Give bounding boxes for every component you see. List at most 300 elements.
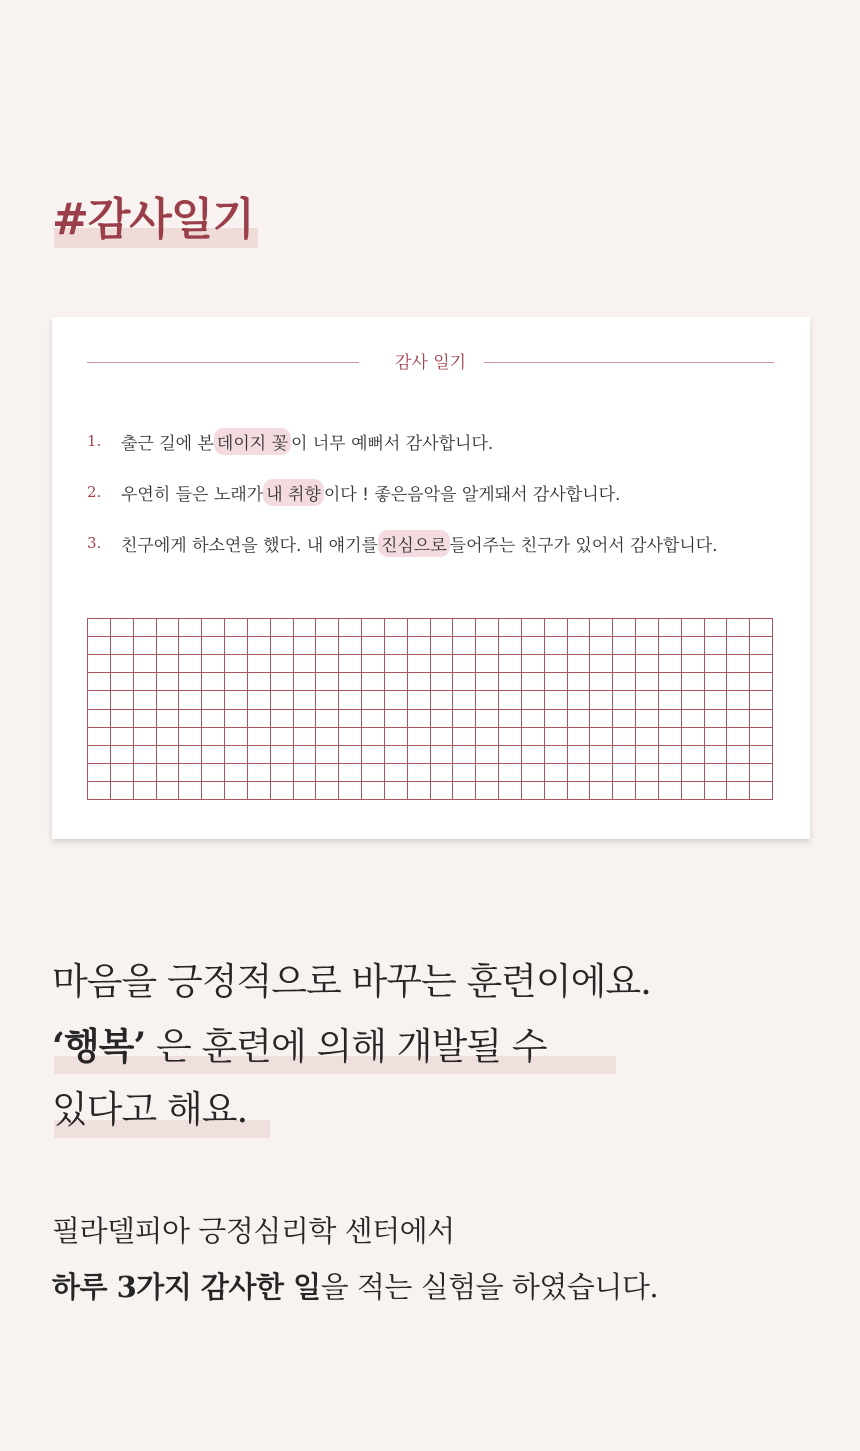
- grid-cell: [636, 655, 659, 673]
- grid-cell: [613, 637, 636, 655]
- grid-cell: [362, 655, 385, 673]
- grid-cell: [339, 710, 362, 728]
- grid-cell: [453, 619, 476, 637]
- grid-cell: [111, 710, 134, 728]
- grid-cell: [157, 728, 180, 746]
- grid-cell: [613, 691, 636, 709]
- grid-cell: [636, 673, 659, 691]
- grid-cell: [727, 655, 750, 673]
- grid-cell: [408, 637, 431, 655]
- grid-cell: [362, 673, 385, 691]
- grid-cell: [316, 782, 339, 800]
- grid-cell: [431, 782, 454, 800]
- main-copy-line-3: 있다고 해요.: [52, 1078, 651, 1142]
- grid-cell: [545, 691, 568, 709]
- grid-cell: [271, 764, 294, 782]
- grid-cell: [431, 746, 454, 764]
- grid-cell: [705, 691, 728, 709]
- writing-grid: [87, 618, 773, 800]
- grid-cell: [431, 728, 454, 746]
- grid-cell: [659, 673, 682, 691]
- grid-cell: [659, 746, 682, 764]
- grid-cell: [522, 764, 545, 782]
- grid-cell: [682, 691, 705, 709]
- grid-cell: [202, 655, 225, 673]
- grid-cell: [362, 637, 385, 655]
- grid-cell: [613, 746, 636, 764]
- hashtag-title: #감사일기: [52, 190, 254, 250]
- grid-cell: [522, 673, 545, 691]
- entry-text-pre: 우연히 들은 노래가: [121, 484, 264, 505]
- grid-cell: [88, 619, 111, 637]
- grid-cell: [750, 728, 773, 746]
- grid-cell: [750, 673, 773, 691]
- grid-cell: [682, 637, 705, 655]
- grid-cell: [271, 710, 294, 728]
- grid-cell: [385, 619, 408, 637]
- grid-cell: [248, 673, 271, 691]
- grid-cell: [545, 746, 568, 764]
- grid-cell: [339, 728, 362, 746]
- grid-cell: [88, 655, 111, 673]
- grid-cell: [499, 710, 522, 728]
- grid-cell: [111, 673, 134, 691]
- grid-cell: [590, 710, 613, 728]
- grid-cell: [294, 673, 317, 691]
- grid-cell: [385, 728, 408, 746]
- grid-cell: [682, 673, 705, 691]
- grid-cell: [750, 655, 773, 673]
- grid-cell: [545, 637, 568, 655]
- grid-cell: [179, 691, 202, 709]
- grid-cell: [750, 746, 773, 764]
- grid-cell: [590, 655, 613, 673]
- grid-cell: [727, 728, 750, 746]
- grid-cell: [727, 764, 750, 782]
- grid-cell: [545, 728, 568, 746]
- grid-cell: [727, 746, 750, 764]
- grid-cell: [179, 710, 202, 728]
- grid-cell: [590, 691, 613, 709]
- grid-cell: [682, 619, 705, 637]
- grid-cell: [499, 728, 522, 746]
- grid-cell: [225, 673, 248, 691]
- grid-cell: [339, 746, 362, 764]
- grid-cell: [522, 728, 545, 746]
- grid-cell: [476, 728, 499, 746]
- title-divider-right: [484, 362, 774, 363]
- grid-cell: [202, 710, 225, 728]
- grid-cell: [134, 728, 157, 746]
- grid-cell: [682, 764, 705, 782]
- grid-cell: [294, 746, 317, 764]
- grid-cell: [248, 782, 271, 800]
- grid-cell: [590, 764, 613, 782]
- grid-cell: [271, 637, 294, 655]
- grid-cell: [248, 655, 271, 673]
- grid-cell: [111, 619, 134, 637]
- grid-cell: [705, 728, 728, 746]
- grid-cell: [727, 619, 750, 637]
- grid-cell: [294, 764, 317, 782]
- grid-cell: [271, 619, 294, 637]
- grid-cell: [316, 619, 339, 637]
- grid-cell: [202, 746, 225, 764]
- grid-cell: [727, 782, 750, 800]
- grid-cell: [408, 673, 431, 691]
- grid-cell: [202, 637, 225, 655]
- grid-cell: [750, 764, 773, 782]
- grid-cell: [408, 710, 431, 728]
- grid-cell: [294, 710, 317, 728]
- grid-cell: [316, 655, 339, 673]
- grid-cell: [705, 655, 728, 673]
- grid-cell: [157, 673, 180, 691]
- grid-cell: [431, 710, 454, 728]
- grid-cell: [568, 764, 591, 782]
- grid-cell: [202, 691, 225, 709]
- grid-cell: [157, 764, 180, 782]
- entry-number: 3.: [87, 534, 102, 552]
- grid-cell: [225, 764, 248, 782]
- entry-text-pre: 친구에게 하소연을 했다. 내 얘기를: [121, 535, 378, 556]
- grid-cell: [157, 746, 180, 764]
- grid-cell: [590, 746, 613, 764]
- grid-cell: [476, 782, 499, 800]
- grid-cell: [682, 782, 705, 800]
- grid-cell: [202, 728, 225, 746]
- grid-cell: [157, 619, 180, 637]
- grid-cell: [271, 782, 294, 800]
- grid-cell: [522, 655, 545, 673]
- grid-cell: [568, 746, 591, 764]
- grid-cell: [659, 691, 682, 709]
- grid-cell: [636, 728, 659, 746]
- grid-cell: [659, 728, 682, 746]
- grid-cell: [499, 619, 522, 637]
- grid-cell: [476, 710, 499, 728]
- grid-cell: [362, 710, 385, 728]
- grid-cell: [453, 691, 476, 709]
- grid-cell: [727, 637, 750, 655]
- grid-cell: [179, 746, 202, 764]
- grid-cell: [522, 710, 545, 728]
- grid-cell: [659, 710, 682, 728]
- entry-text-post: 들어주는 친구가 있어서 감사합니다.: [449, 535, 718, 556]
- grid-cell: [453, 637, 476, 655]
- grid-cell: [705, 619, 728, 637]
- grid-cell: [385, 637, 408, 655]
- grid-cell: [225, 782, 248, 800]
- grid-cell: [499, 655, 522, 673]
- grid-cell: [568, 619, 591, 637]
- grid-cell: [362, 746, 385, 764]
- grid-cell: [682, 728, 705, 746]
- grid-cell: [499, 782, 522, 800]
- grid-cell: [179, 782, 202, 800]
- grid-cell: [727, 673, 750, 691]
- grid-cell: [316, 691, 339, 709]
- grid-cell: [636, 691, 659, 709]
- sub-copy-line-1: 필라델피아 긍정심리학 센터에서: [52, 1214, 455, 1248]
- grid-cell: [613, 673, 636, 691]
- grid-cell: [339, 619, 362, 637]
- entry-highlight: 진심으로: [378, 530, 450, 557]
- grid-cell: [499, 746, 522, 764]
- grid-cell: [362, 691, 385, 709]
- grid-cell: [157, 655, 180, 673]
- grid-cell: [659, 782, 682, 800]
- grid-cell: [568, 782, 591, 800]
- grid-cell: [636, 782, 659, 800]
- grid-cell: [590, 619, 613, 637]
- grid-cell: [339, 655, 362, 673]
- grid-cell: [568, 655, 591, 673]
- grid-cell: [316, 728, 339, 746]
- entry-number: 2.: [87, 483, 102, 501]
- grid-cell: [659, 764, 682, 782]
- entry-text-pre: 출근 길에 본: [121, 433, 214, 454]
- grid-cell: [613, 764, 636, 782]
- grid-cell: [408, 782, 431, 800]
- grid-cell: [294, 619, 317, 637]
- grid-cell: [408, 619, 431, 637]
- grid-cell: [590, 782, 613, 800]
- grid-cell: [157, 637, 180, 655]
- grid-cell: [385, 710, 408, 728]
- grid-cell: [476, 637, 499, 655]
- grid-cell: [294, 782, 317, 800]
- grid-cell: [134, 619, 157, 637]
- grid-cell: [750, 637, 773, 655]
- grid-cell: [522, 637, 545, 655]
- grid-cell: [111, 782, 134, 800]
- grid-cell: [111, 655, 134, 673]
- grid-cell: [385, 764, 408, 782]
- grid-cell: [522, 619, 545, 637]
- grid-cell: [225, 728, 248, 746]
- experiment-keyword: 하루 3가지 감사한 일: [52, 1270, 321, 1304]
- main-copy-line-1: 마음을 긍정적으로 바꾸는 훈련이에요.: [52, 960, 651, 1003]
- grid-cell: [545, 710, 568, 728]
- grid-cell: [179, 673, 202, 691]
- grid-cell: [362, 782, 385, 800]
- grid-cell: [134, 782, 157, 800]
- grid-cell: [248, 691, 271, 709]
- grid-cell: [339, 637, 362, 655]
- grid-cell: [590, 637, 613, 655]
- grid-cell: [88, 782, 111, 800]
- card-title-row: [87, 350, 774, 376]
- grid-cell: [339, 673, 362, 691]
- grid-cell: [522, 746, 545, 764]
- grid-cell: [568, 710, 591, 728]
- grid-cell: [750, 782, 773, 800]
- grid-cell: [636, 710, 659, 728]
- grid-cell: [476, 673, 499, 691]
- grid-cell: [316, 637, 339, 655]
- grid-cell: [568, 673, 591, 691]
- grid-cell: [750, 619, 773, 637]
- grid-cell: [339, 691, 362, 709]
- grid-cell: [568, 637, 591, 655]
- entry-text-post: 이 너무 예뻐서 감사합니다.: [291, 433, 494, 454]
- grid-cell: [157, 782, 180, 800]
- gratitude-journal-card: [52, 317, 810, 839]
- grid-cell: [408, 746, 431, 764]
- grid-cell: [705, 746, 728, 764]
- grid-cell: [225, 637, 248, 655]
- grid-cell: [476, 619, 499, 637]
- grid-cell: [248, 710, 271, 728]
- grid-cell: [248, 637, 271, 655]
- grid-cell: [179, 637, 202, 655]
- grid-cell: [111, 746, 134, 764]
- grid-cell: [705, 764, 728, 782]
- grid-cell: [202, 673, 225, 691]
- grid-cell: [453, 673, 476, 691]
- grid-cell: [545, 782, 568, 800]
- grid-cell: [179, 764, 202, 782]
- grid-cell: [134, 673, 157, 691]
- grid-cell: [682, 746, 705, 764]
- grid-cell: [385, 691, 408, 709]
- grid-cell: [453, 764, 476, 782]
- grid-cell: [727, 710, 750, 728]
- grid-cell: [111, 691, 134, 709]
- grid-cell: [385, 746, 408, 764]
- grid-cell: [453, 710, 476, 728]
- grid-cell: [385, 673, 408, 691]
- grid-cell: [248, 746, 271, 764]
- grid-cell: [88, 728, 111, 746]
- grid-cell: [88, 746, 111, 764]
- grid-cell: [453, 782, 476, 800]
- grid-cell: [88, 764, 111, 782]
- grid-cell: [248, 619, 271, 637]
- grid-cell: [431, 691, 454, 709]
- grid-cell: [271, 691, 294, 709]
- grid-cell: [613, 710, 636, 728]
- grid-cell: [613, 619, 636, 637]
- grid-cell: [157, 710, 180, 728]
- grid-cell: [316, 746, 339, 764]
- grid-cell: [294, 691, 317, 709]
- sub-copy: [52, 1203, 658, 1315]
- grid-cell: [545, 655, 568, 673]
- grid-cell: [294, 637, 317, 655]
- grid-cell: [88, 691, 111, 709]
- grid-cell: [202, 764, 225, 782]
- grid-cell: [659, 655, 682, 673]
- grid-cell: [111, 764, 134, 782]
- grid-cell: [636, 619, 659, 637]
- grid-cell: [134, 710, 157, 728]
- grid-cell: [225, 746, 248, 764]
- grid-cell: [522, 691, 545, 709]
- card-title: 감사 일기: [394, 353, 467, 373]
- grid-cell: [453, 655, 476, 673]
- grid-cell: [613, 782, 636, 800]
- grid-cell: [134, 691, 157, 709]
- grid-cell: [339, 782, 362, 800]
- grid-cell: [590, 728, 613, 746]
- grid-cell: [636, 764, 659, 782]
- grid-cell: [179, 728, 202, 746]
- grid-cell: [453, 728, 476, 746]
- grid-cell: [431, 655, 454, 673]
- grid-cell: [499, 691, 522, 709]
- entry-highlight: 데이지 꽃: [214, 428, 291, 455]
- grid-cell: [88, 673, 111, 691]
- grid-cell: [362, 764, 385, 782]
- grid-cell: [134, 637, 157, 655]
- grid-cell: [202, 782, 225, 800]
- grid-cell: [294, 655, 317, 673]
- happiness-keyword: ‘행복’: [52, 1024, 146, 1068]
- grid-cell: [499, 637, 522, 655]
- grid-cell: [499, 673, 522, 691]
- entry-text-post: 이다 ! 좋은음악을 알게돼서 감사합니다.: [323, 484, 621, 505]
- journal-entry-2: [87, 476, 790, 508]
- grid-cell: [545, 764, 568, 782]
- grid-cell: [408, 691, 431, 709]
- grid-cell: [476, 764, 499, 782]
- grid-cell: [545, 673, 568, 691]
- grid-cell: [613, 655, 636, 673]
- grid-cell: [134, 764, 157, 782]
- grid-cell: [659, 619, 682, 637]
- grid-cell: [88, 637, 111, 655]
- grid-cell: [750, 691, 773, 709]
- grid-cell: [568, 691, 591, 709]
- grid-cell: [705, 637, 728, 655]
- grid-cell: [385, 782, 408, 800]
- grid-cell: [476, 691, 499, 709]
- grid-cell: [705, 782, 728, 800]
- grid-cell: [316, 764, 339, 782]
- grid-cell: [636, 746, 659, 764]
- grid-cell: [408, 655, 431, 673]
- grid-cell: [179, 619, 202, 637]
- grid-cell: [225, 619, 248, 637]
- grid-cell: [453, 746, 476, 764]
- grid-cell: [613, 728, 636, 746]
- grid-cell: [248, 764, 271, 782]
- grid-cell: [545, 619, 568, 637]
- grid-cell: [636, 637, 659, 655]
- grid-cell: [727, 691, 750, 709]
- grid-cell: [499, 764, 522, 782]
- grid-cell: [316, 710, 339, 728]
- grid-cell: [271, 728, 294, 746]
- grid-cell: [431, 764, 454, 782]
- grid-cell: [134, 746, 157, 764]
- grid-cell: [476, 746, 499, 764]
- grid-cell: [271, 746, 294, 764]
- grid-cell: [682, 710, 705, 728]
- grid-cell: [202, 619, 225, 637]
- grid-cell: [682, 655, 705, 673]
- grid-cell: [179, 655, 202, 673]
- grid-cell: [750, 710, 773, 728]
- grid-cell: [431, 673, 454, 691]
- grid-cell: [225, 655, 248, 673]
- grid-cell: [111, 728, 134, 746]
- grid-cell: [339, 764, 362, 782]
- grid-cell: [225, 710, 248, 728]
- grid-cell: [248, 728, 271, 746]
